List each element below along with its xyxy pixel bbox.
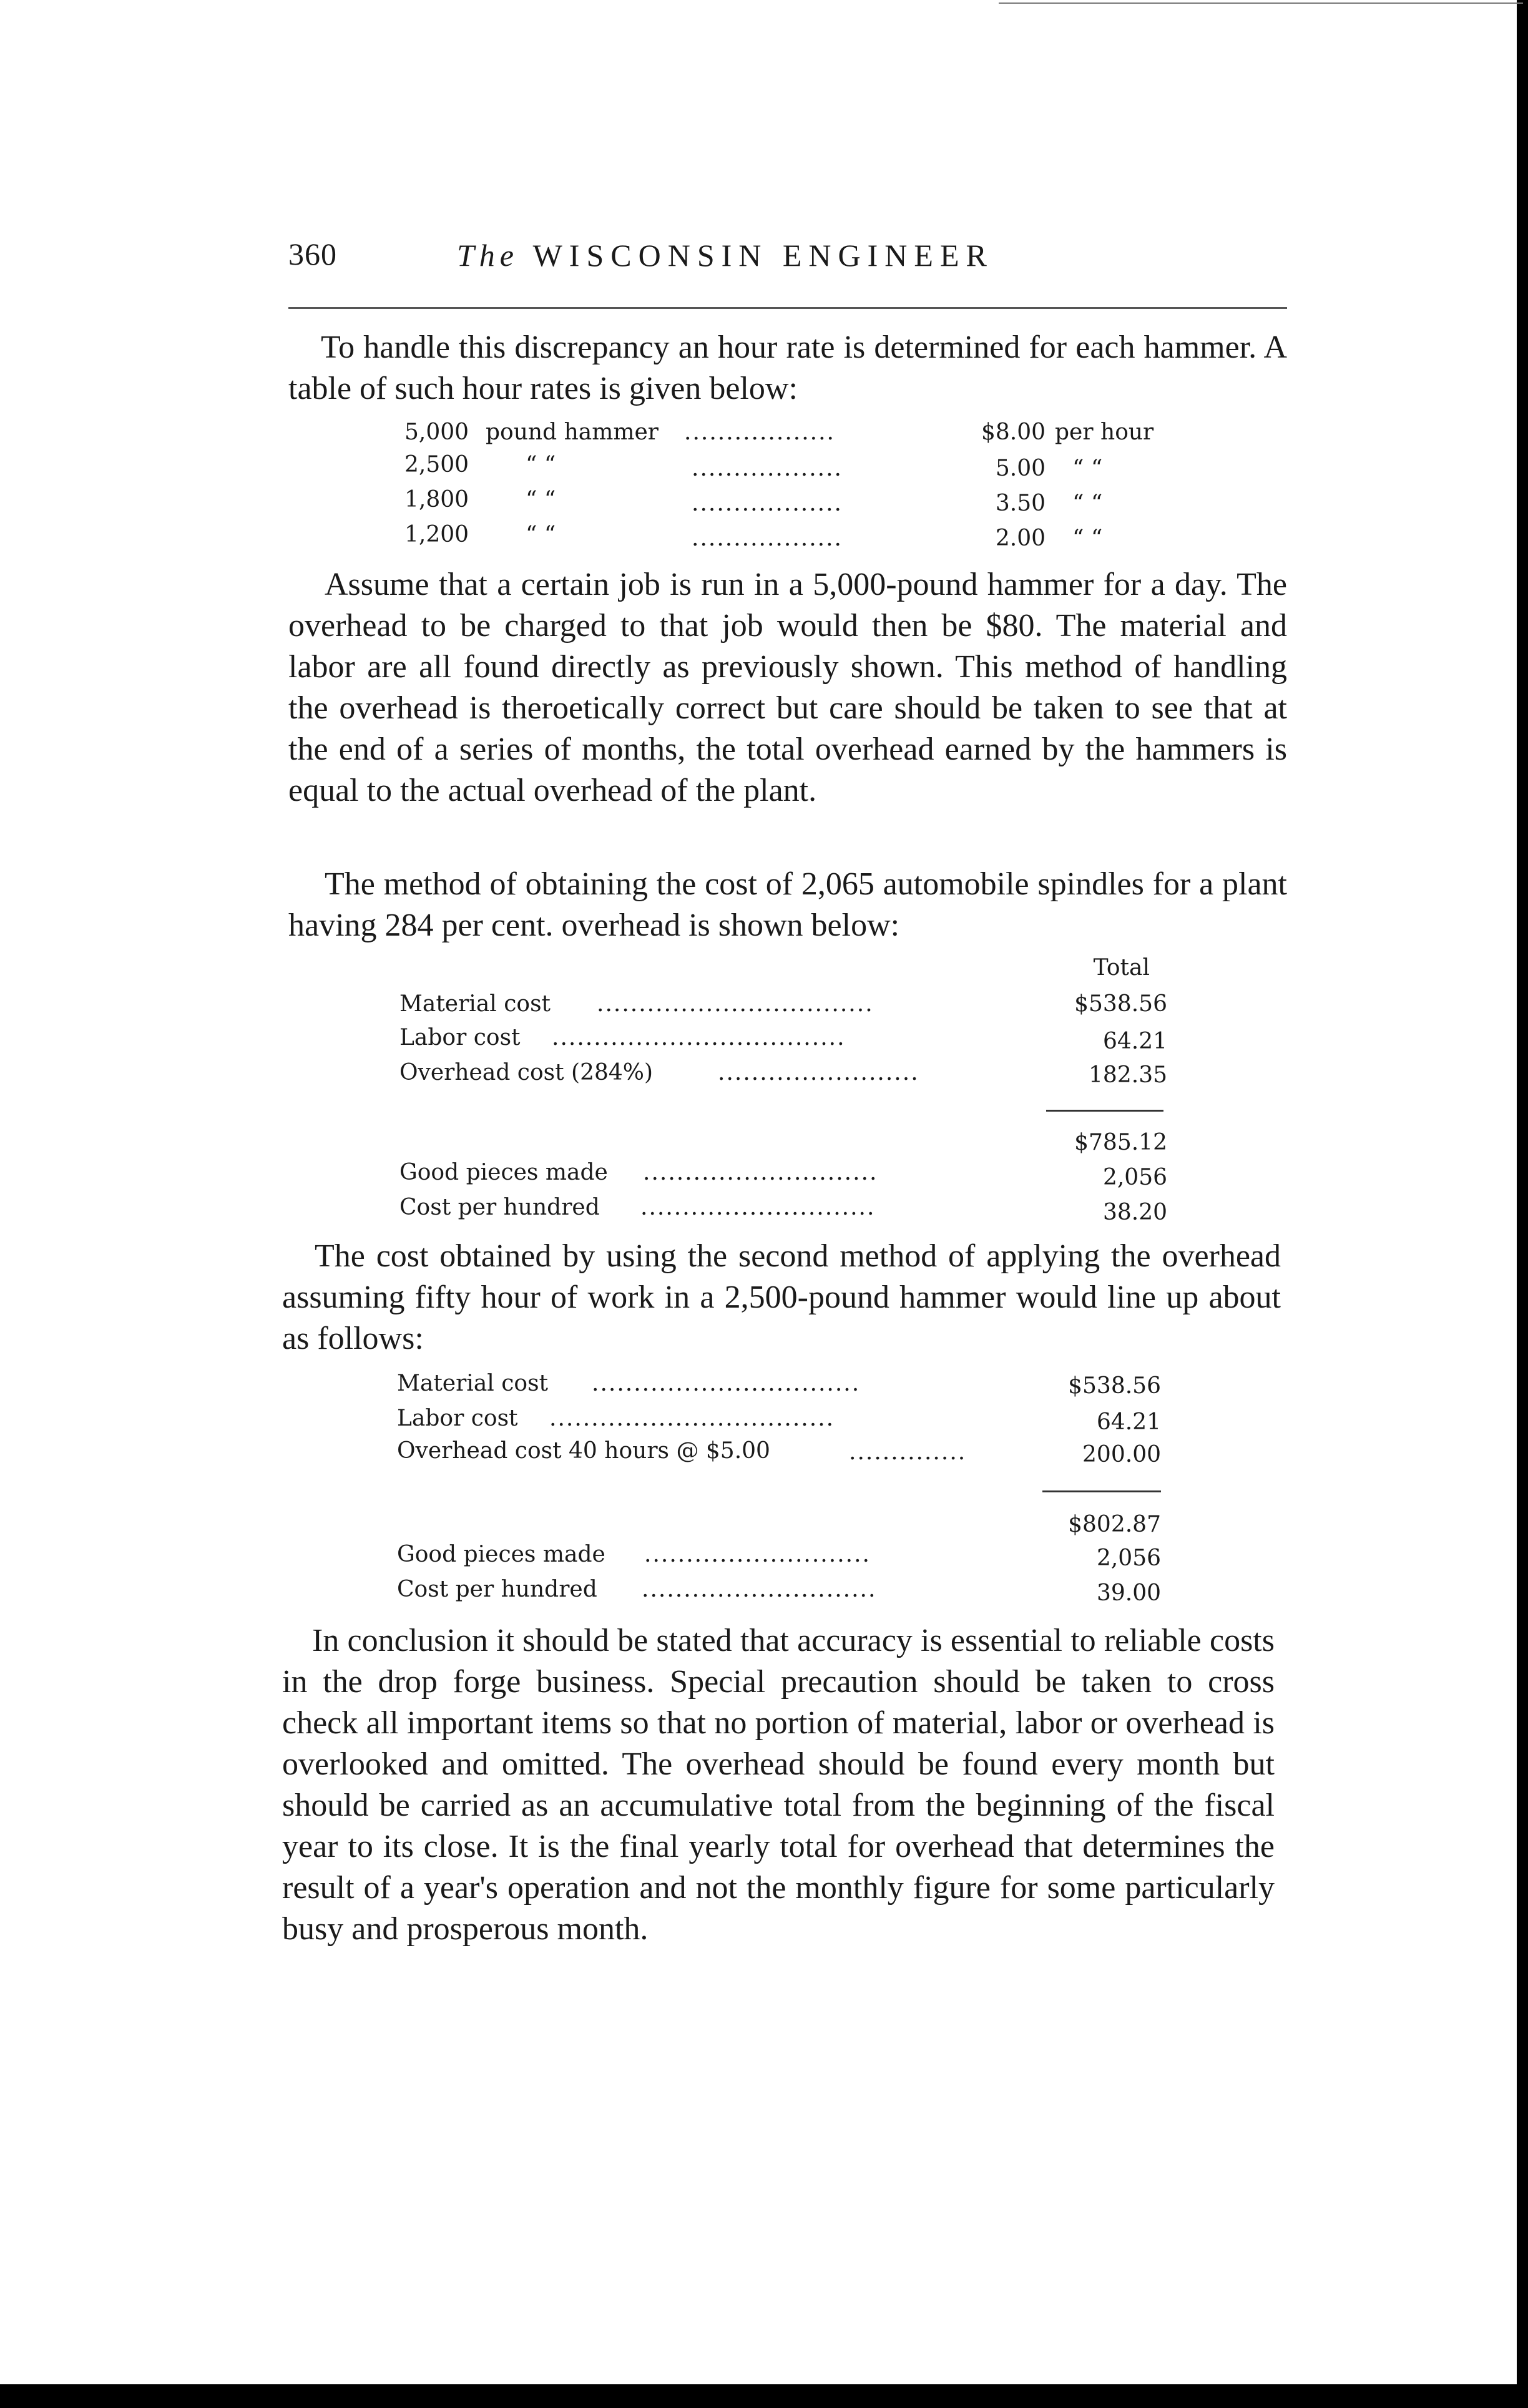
ditto-marks: “ “ — [526, 487, 556, 512]
cost-label: Cost per hundred — [399, 1195, 600, 1220]
hammer-size: 2,500 — [404, 452, 469, 477]
page-number: 360 — [288, 237, 337, 272]
cost-value: 2,056 — [1096, 1545, 1161, 1571]
cost-value: $538.56 — [1074, 991, 1167, 1017]
hour-rate: 3.50 — [995, 491, 1046, 516]
cost-value: 2,056 — [1102, 1165, 1167, 1190]
leader-dots: .................................. — [549, 1406, 835, 1431]
ditto-marks: “ “ — [1072, 456, 1103, 481]
cost-value: 64.21 — [1102, 1029, 1167, 1054]
cost-label: Labor cost — [399, 1025, 521, 1050]
ditto-marks: “ “ — [1072, 526, 1103, 551]
ditto-marks: “ “ — [526, 522, 556, 547]
paragraph-5: In conclusion it should be stated that accuracy is essential to reliable costs in the drop forge business. Special precaution should be taken to cross check all important items so that no portion of material, labor or overhead is overlooked and omitted. The overhead should be found every month but should be carried as an accumulative total from the beginning of the fiscal year to its close. It is the final yearly total for overhead that determines the result of a year's operation and not the monthly figure for some particularly busy and prosperous month. — [282, 1623, 1275, 1947]
leader-dots: .................. — [684, 419, 835, 445]
leader-dots: ........................... — [644, 1542, 871, 1567]
cost-label: Material cost — [397, 1371, 549, 1396]
leader-dots: ........................ — [718, 1060, 919, 1085]
cost-label: Good pieces made — [397, 1542, 605, 1567]
rate-unit: per hour — [1055, 419, 1154, 445]
paragraph-2: Assume that a certain job is run in a 5,000-pound hammer for a day. The overhead to be charged to that job would then be $80. The material and labor are all found directly as previously shown. This method of handling the overhead is theroetically correct but care should be taken to see that at the end of a series of months, the total overhead earned by the hammers is equal to the actual overhead of the plant. — [288, 567, 1287, 808]
hammer-size: 1,800 — [404, 487, 469, 512]
journal-title-the: The — [457, 238, 519, 273]
cost-label: Cost per hundred — [397, 1577, 597, 1602]
ditto-marks: “ “ — [526, 452, 556, 477]
running-header — [288, 236, 1287, 286]
leader-dots: ................................. — [597, 991, 874, 1017]
leader-dots: ............................ — [643, 1160, 878, 1185]
header-rule — [288, 307, 1287, 309]
cost-value: $538.56 — [1068, 1373, 1161, 1399]
cost-total: $785.12 — [1074, 1130, 1167, 1155]
scan-mark — [999, 2, 1523, 4]
journal-title-name: WISCONSIN ENGINEER — [532, 238, 994, 273]
scan-edge-right — [1517, 0, 1528, 2408]
cost-total: $802.87 — [1068, 1512, 1161, 1537]
cost-label: Labor cost — [397, 1406, 518, 1431]
cost-label: Overhead cost 40 hours @ $5.00 — [397, 1438, 770, 1464]
leader-dots: ................................... — [552, 1025, 846, 1050]
cost-value: 38.20 — [1102, 1200, 1167, 1225]
leader-dots: .................. — [692, 456, 843, 481]
cost-value: 64.21 — [1096, 1409, 1161, 1435]
cost-value: 39.00 — [1096, 1580, 1161, 1606]
leader-dots: .................. — [692, 526, 843, 551]
cost-label: Overhead cost (284%) — [399, 1060, 654, 1085]
sum-rule — [1042, 1490, 1161, 1492]
hammer-size: 5,000 — [404, 419, 469, 445]
paragraph-1: To handle this discrepancy an hour rate is determined for each hammer. A table of such hour rates is given below: — [288, 330, 1287, 406]
leader-dots: ............................ — [642, 1577, 877, 1602]
leader-dots: .................. — [692, 491, 843, 516]
cost-label: Material cost — [399, 991, 551, 1017]
sum-rule — [1046, 1110, 1163, 1112]
leader-dots: ................................ — [592, 1371, 861, 1396]
hour-rate: $8.00 — [981, 419, 1046, 445]
scan-edge-bottom — [0, 2384, 1528, 2408]
journal-title — [457, 237, 994, 273]
paragraph-3: The method of obtaining the cost of 2,065 automobile spindles for a plant having 284 per cent. overhead is shown below: — [288, 866, 1287, 943]
hour-rate: 2.00 — [995, 526, 1046, 551]
hammer-label: pound hammer — [486, 419, 659, 445]
total-column-header: Total — [1093, 955, 1150, 981]
cost-label: Good pieces made — [399, 1160, 608, 1185]
hammer-size: 1,200 — [404, 522, 469, 547]
cost-value: 200.00 — [1082, 1442, 1161, 1467]
ditto-marks: “ “ — [1072, 491, 1103, 516]
paragraph-4: The cost obtained by using the second method of applying the overhead assuming fifty hour of work in a 2,500-pound hammer would line up about as follows: — [282, 1238, 1281, 1356]
leader-dots: .............. — [849, 1439, 967, 1465]
hour-rate: 5.00 — [995, 456, 1046, 481]
leader-dots: ............................ — [640, 1195, 876, 1220]
cost-value: 182.35 — [1089, 1062, 1167, 1088]
